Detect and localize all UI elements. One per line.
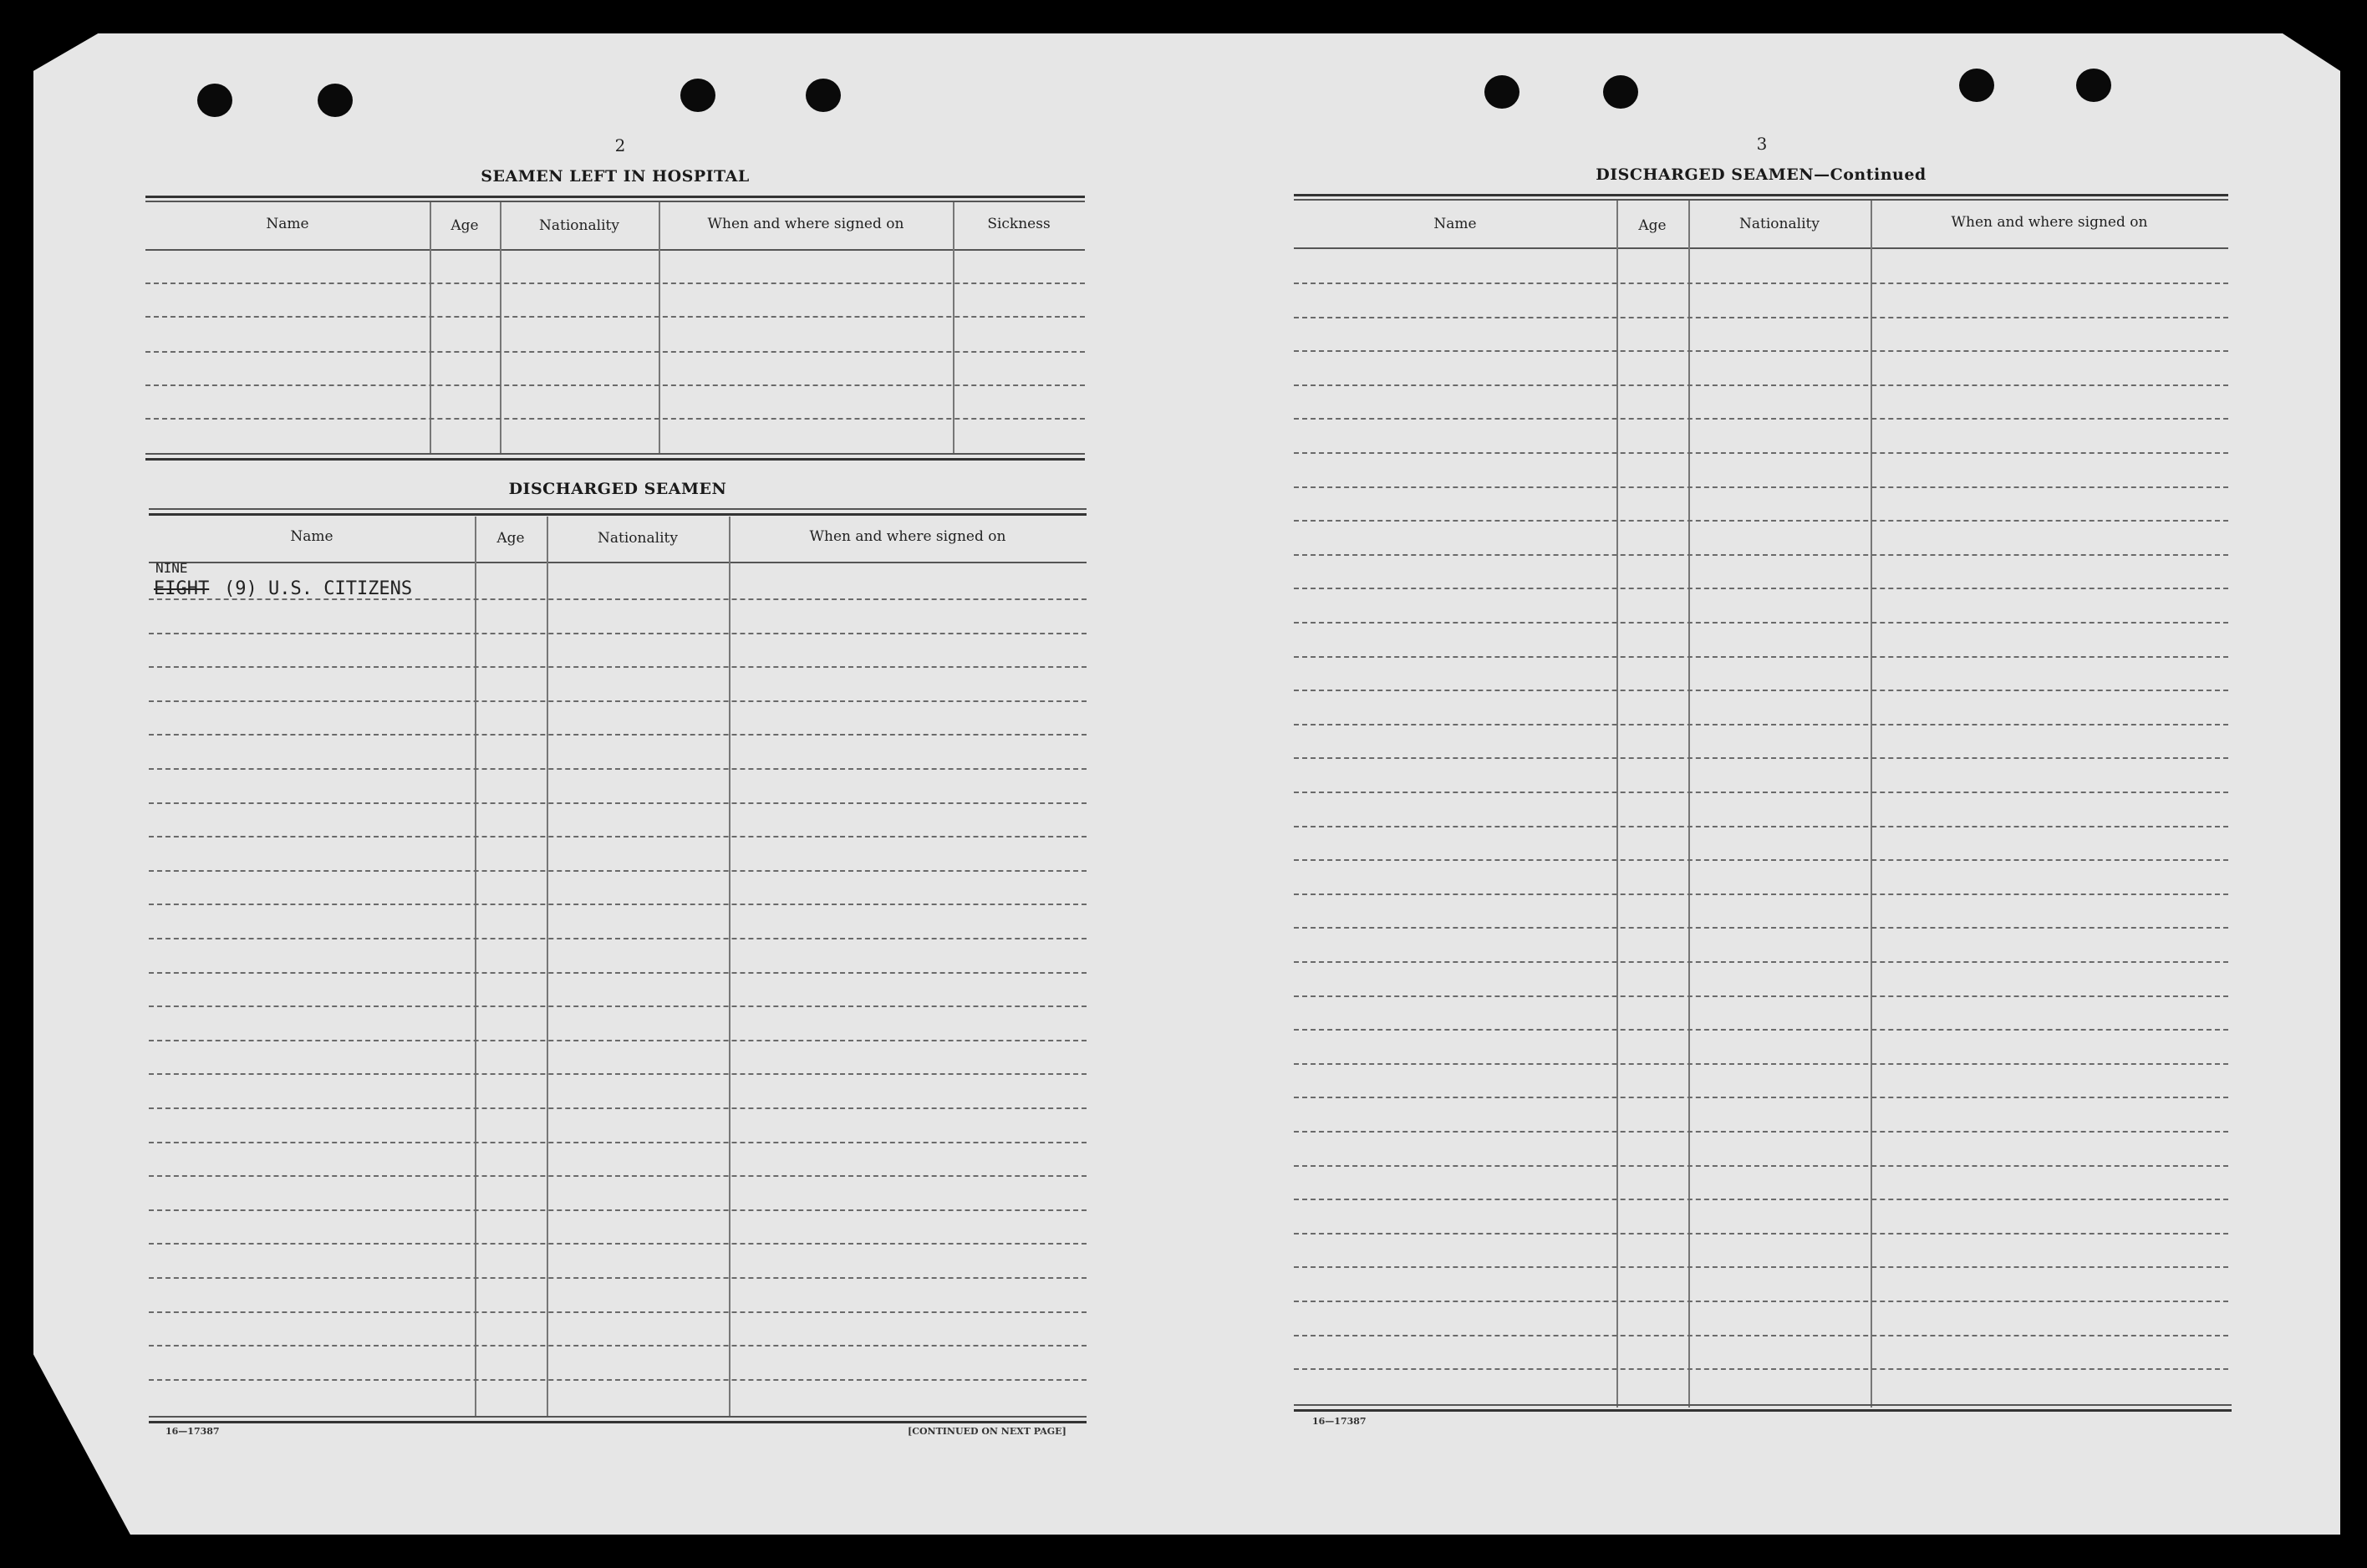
ruled-row <box>1294 1368 2228 1370</box>
punch-hole-6 <box>1603 75 1638 109</box>
ruled-row <box>149 972 1087 974</box>
ruled-row <box>149 836 1087 837</box>
hospital-row <box>145 384 1085 386</box>
ruled-row <box>1294 350 2228 352</box>
ruled-row <box>149 1311 1087 1313</box>
ruled-row <box>1294 757 2228 759</box>
hospital-col-sickness: Sickness <box>987 216 1051 232</box>
hospital-row <box>145 316 1085 318</box>
ruled-row <box>1294 317 2228 318</box>
ruled-row <box>1294 961 2228 963</box>
hospital-col-nationality: Nationality <box>539 217 619 234</box>
hospital-top-rule <box>145 196 1085 198</box>
right-header-rule <box>1294 247 2228 249</box>
ruled-row <box>1294 588 2228 589</box>
ruled-row <box>149 734 1087 736</box>
ruled-row <box>149 1073 1087 1075</box>
punch-hole-7 <box>1959 69 1994 102</box>
entry-correction: NINE <box>155 560 188 576</box>
punch-hole-4 <box>806 79 841 112</box>
continued-note: [CONTINUED ON NEXT PAGE] <box>908 1426 1066 1437</box>
ruled-row <box>1294 418 2228 420</box>
ruled-row <box>1294 1097 2228 1098</box>
ruled-row <box>149 1243 1087 1245</box>
right-section-title: DISCHARGED SEAMEN—Continued <box>1596 165 1927 184</box>
ruled-row <box>1294 859 2228 861</box>
punch-hole-5 <box>1484 75 1519 109</box>
discharged-col-when-where: When and where signed on <box>809 528 1006 545</box>
ruled-row <box>149 1209 1087 1211</box>
hospital-col-when-where: When and where signed on <box>707 216 904 232</box>
hospital-row <box>145 351 1085 353</box>
ruled-row <box>1294 1131 2228 1133</box>
right-form-number: 16—17387 <box>1312 1416 1367 1427</box>
discharged-header-rule <box>149 562 1087 563</box>
hospital-row <box>145 283 1085 284</box>
ruled-row <box>149 1142 1087 1143</box>
ruled-row <box>149 1175 1087 1177</box>
ruled-row <box>1294 995 2228 997</box>
entry-struck-word: EIGHT <box>154 578 210 599</box>
hospital-section-title: SEAMEN LEFT IN HOSPITAL <box>481 167 750 186</box>
ruled-row <box>149 1277 1087 1279</box>
ruled-row <box>1294 826 2228 827</box>
document-sheet <box>33 33 2340 1535</box>
punch-hole-1 <box>197 84 232 117</box>
punch-hole-8 <box>2076 69 2111 102</box>
right-col-age: Age <box>1638 217 1667 234</box>
hospital-row <box>145 418 1085 420</box>
right-page-number: 3 <box>1756 134 1768 154</box>
ruled-row <box>149 870 1087 872</box>
ruled-row <box>149 904 1087 905</box>
ruled-row <box>149 802 1087 804</box>
ruled-row <box>149 1345 1087 1347</box>
ruled-row <box>1294 792 2228 793</box>
ruled-row <box>1294 486 2228 488</box>
ruled-row <box>149 1379 1087 1381</box>
ruled-row <box>1294 1199 2228 1200</box>
ruled-row <box>1294 622 2228 624</box>
ruled-row <box>1294 384 2228 386</box>
left-form-number: 16—17387 <box>165 1426 220 1437</box>
ruled-row <box>1294 1266 2228 1268</box>
ruled-row <box>149 938 1087 939</box>
ruled-row <box>1294 927 2228 929</box>
ruled-row <box>1294 283 2228 284</box>
left-page-number: 2 <box>614 135 626 155</box>
hospital-header-rule <box>145 249 1085 251</box>
discharged-col-age: Age <box>496 530 525 547</box>
ruled-row <box>1294 690 2228 691</box>
right-col-when-where: When and where signed on <box>1951 214 2148 231</box>
ruled-row <box>149 1040 1087 1041</box>
ruled-row <box>149 1005 1087 1007</box>
ruled-row <box>1294 656 2228 658</box>
ruled-row <box>149 666 1087 668</box>
ruled-row <box>1294 1233 2228 1235</box>
ruled-row <box>149 633 1087 634</box>
discharged-col-nationality: Nationality <box>598 530 678 547</box>
ruled-row <box>1294 893 2228 895</box>
ruled-row <box>1294 452 2228 454</box>
ruled-row <box>149 768 1087 770</box>
ruled-row <box>1294 1063 2228 1065</box>
hospital-col-age: Age <box>450 217 479 234</box>
ruled-row <box>1294 554 2228 556</box>
discharged-col-name: Name <box>290 528 333 545</box>
ruled-row <box>1294 1335 2228 1336</box>
discharged-section-title: DISCHARGED SEAMEN <box>508 480 727 498</box>
right-col-name: Name <box>1433 216 1477 232</box>
punch-hole-3 <box>680 79 715 112</box>
ruled-row <box>1294 1029 2228 1031</box>
ruled-row <box>1294 1165 2228 1167</box>
ruled-row <box>149 1107 1087 1109</box>
entry-text: (9) U.S. CITIZENS <box>224 578 413 599</box>
ruled-row <box>149 598 1087 600</box>
ruled-row <box>1294 520 2228 522</box>
ruled-row <box>149 700 1087 702</box>
ruled-row <box>1294 1301 2228 1302</box>
hospital-col-name: Name <box>266 216 309 232</box>
right-col-nationality: Nationality <box>1739 216 1820 232</box>
ruled-row <box>1294 724 2228 725</box>
punch-hole-2 <box>318 84 353 117</box>
